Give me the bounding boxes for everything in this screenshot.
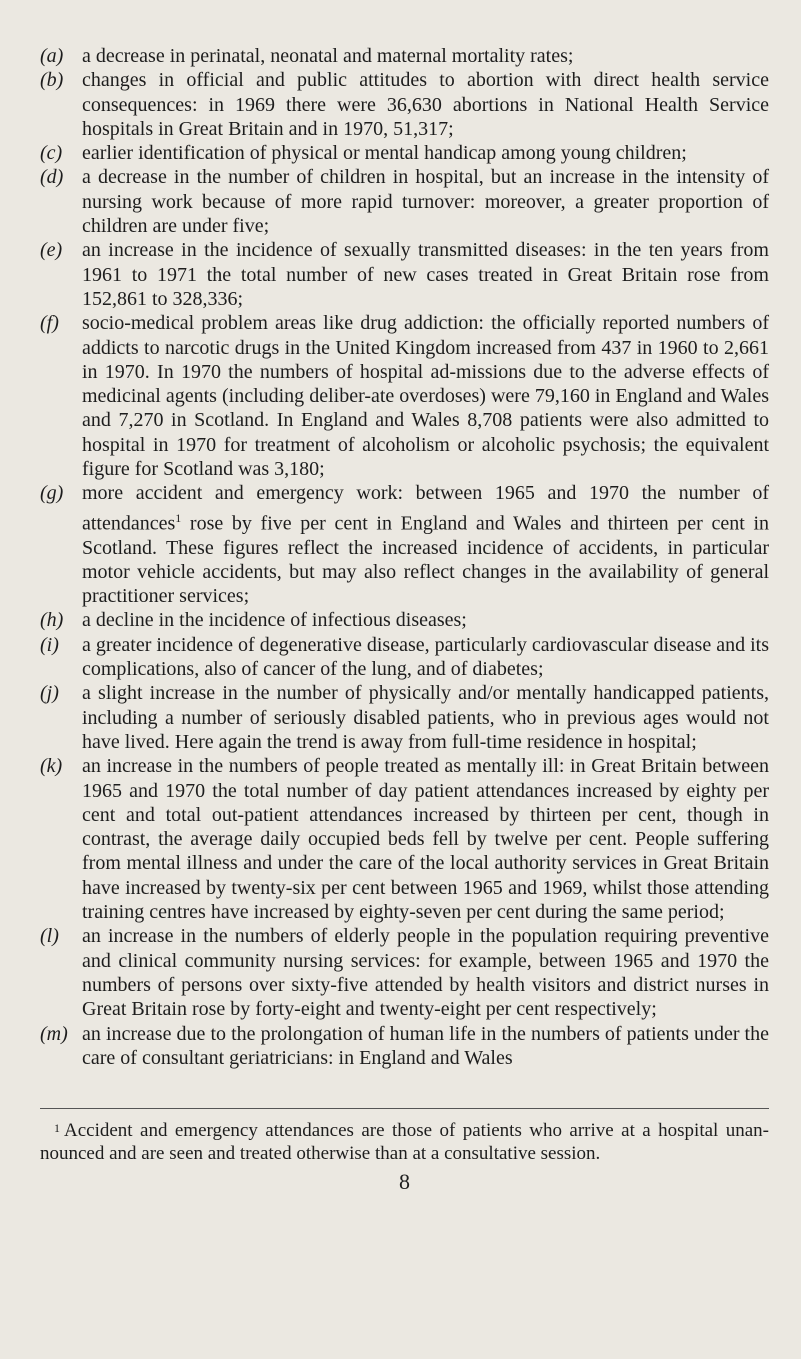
list-item	[40, 44, 769, 68]
footnote-divider	[40, 1108, 769, 1109]
item-label: (f)	[40, 312, 59, 335]
list-item	[40, 165, 769, 238]
list-item	[40, 608, 769, 632]
item-label: (j)	[40, 682, 59, 705]
list-item	[40, 633, 769, 682]
list-item	[40, 141, 769, 165]
list-item	[40, 924, 769, 1021]
item-text	[82, 481, 769, 608]
list-item	[40, 481, 769, 608]
item-label: (h)	[40, 609, 64, 632]
item-text-part: rose by five per cent in England and Wales and thirteen per cent in Scotland. These figures reflect the increased incidence of accidents, in particular motor vehicle accidents, but may also reflect changes in the availability of general practitioner services;	[82, 512, 769, 608]
item-label: (e)	[40, 239, 63, 262]
item-label: (m)	[40, 1022, 68, 1045]
item-text: an increase in the numbers of people treated as mentally ill: in Great Britain between 1965 and 1970 the total number of day patient attendances increased by eighty per cent and total out-patient attendances increased by thirteen per cent, though in contrast, the average daily occupied beds fell by twelve per cent. People suffering from mental illness and under the care of the local authority services in Great Britain have increased by twenty-six per cent between 1965 and 1969, whilst those attending training centres have increased by eighty-seven per cent during the same period;	[82, 755, 769, 924]
item-text: a slight increase in the number of physically and/or mentally handicapped patients, including a number of seriously disabled patients, who in previous ages would not have lived. Here again the trend is away from full-time residence in hospital;	[82, 682, 769, 753]
footnote	[40, 1119, 769, 1165]
item-label: (b)	[40, 69, 64, 92]
list-item	[40, 1022, 769, 1071]
item-label: (k)	[40, 755, 63, 778]
item-text: an increase in the incidence of sexually transmitted diseases: in the ten years from 1961 to 1971 the total number of new cases treated in Great Britain rose from 152,861 to 328,336;	[82, 239, 769, 310]
list-item	[40, 311, 769, 481]
item-text: a decrease in the number of children in hospital, but an increase in the intensity of nursing work because of more rapid turnover: moreover, a greater proportion of children are under five;	[82, 166, 769, 238]
item-label: (d)	[40, 166, 64, 189]
footnote-text: Accident and emergency attendances are those of patients who arrive at a hospital unan-nounced and are seen and treated otherwise than at a consultative session.	[40, 1120, 769, 1165]
item-label: (c)	[40, 142, 63, 165]
item-text-part: more accident and emergency work: between 1965 and 1970 the number of attendances	[82, 482, 769, 535]
item-text: earlier identification of physical or mental handicap among young children;	[82, 142, 687, 165]
item-label: (l)	[40, 925, 59, 948]
item-label: (g)	[40, 482, 64, 505]
list-item	[40, 754, 769, 924]
footnote-marker: 1	[175, 510, 182, 525]
item-text: a greater incidence of degenerative disease, particularly cardiovascular disease and its complications, also of cancer of the lung, and of diabetes;	[82, 633, 769, 681]
item-text: socio-medical problem areas like drug addiction: the officially reported numbers of addicts to narcotic drugs in the United Kingdom increased from 437 in 1960 to 2,661 in 1970. In 1970 the numbers of hospital ad-missions due to the adverse effects of medicinal agents (including deliber-ate overdoses) were 79,160 in England and Wales and 7,270 in Scotland. In England and Wales 8,708 patients were also admitted to hospital in 1970 for treatment of alcoholism or alcoholic psychosis; the equivalent figure for Scotland was 3,180;	[82, 312, 769, 481]
item-label: (i)	[40, 633, 59, 656]
item-text: changes in official and public attitudes to abortion with direct health service consequences: in 1969 there were 36,630 abortions in National Health Service hospitals in Great Britain and in 1970, 51,317;	[82, 69, 769, 140]
footnote-number: 1	[54, 1121, 60, 1136]
item-text: a decline in the incidence of infectious diseases;	[82, 609, 467, 632]
list-item	[40, 681, 769, 754]
item-text: an increase due to the prolongation of human life in the numbers of patients under the care of consultant geriatricians: in England and Wales	[82, 1022, 769, 1069]
page-number: 8	[399, 1169, 410, 1195]
item-label: (a)	[40, 45, 64, 67]
item-list	[40, 44, 769, 1070]
list-item	[40, 238, 769, 311]
item-text: a decrease in perinatal, neonatal and maternal mortality rates;	[82, 45, 574, 67]
list-item	[40, 68, 769, 141]
item-text: an increase in the numbers of elderly people in the population requiring preventive and clinical community nursing services: for example, between 1965 and 1970 the numbers of persons over sixty-five attended by health visitors and district nurses in Great Britain rose by forty-eight and twenty-eight per cent respectively;	[82, 925, 769, 1021]
